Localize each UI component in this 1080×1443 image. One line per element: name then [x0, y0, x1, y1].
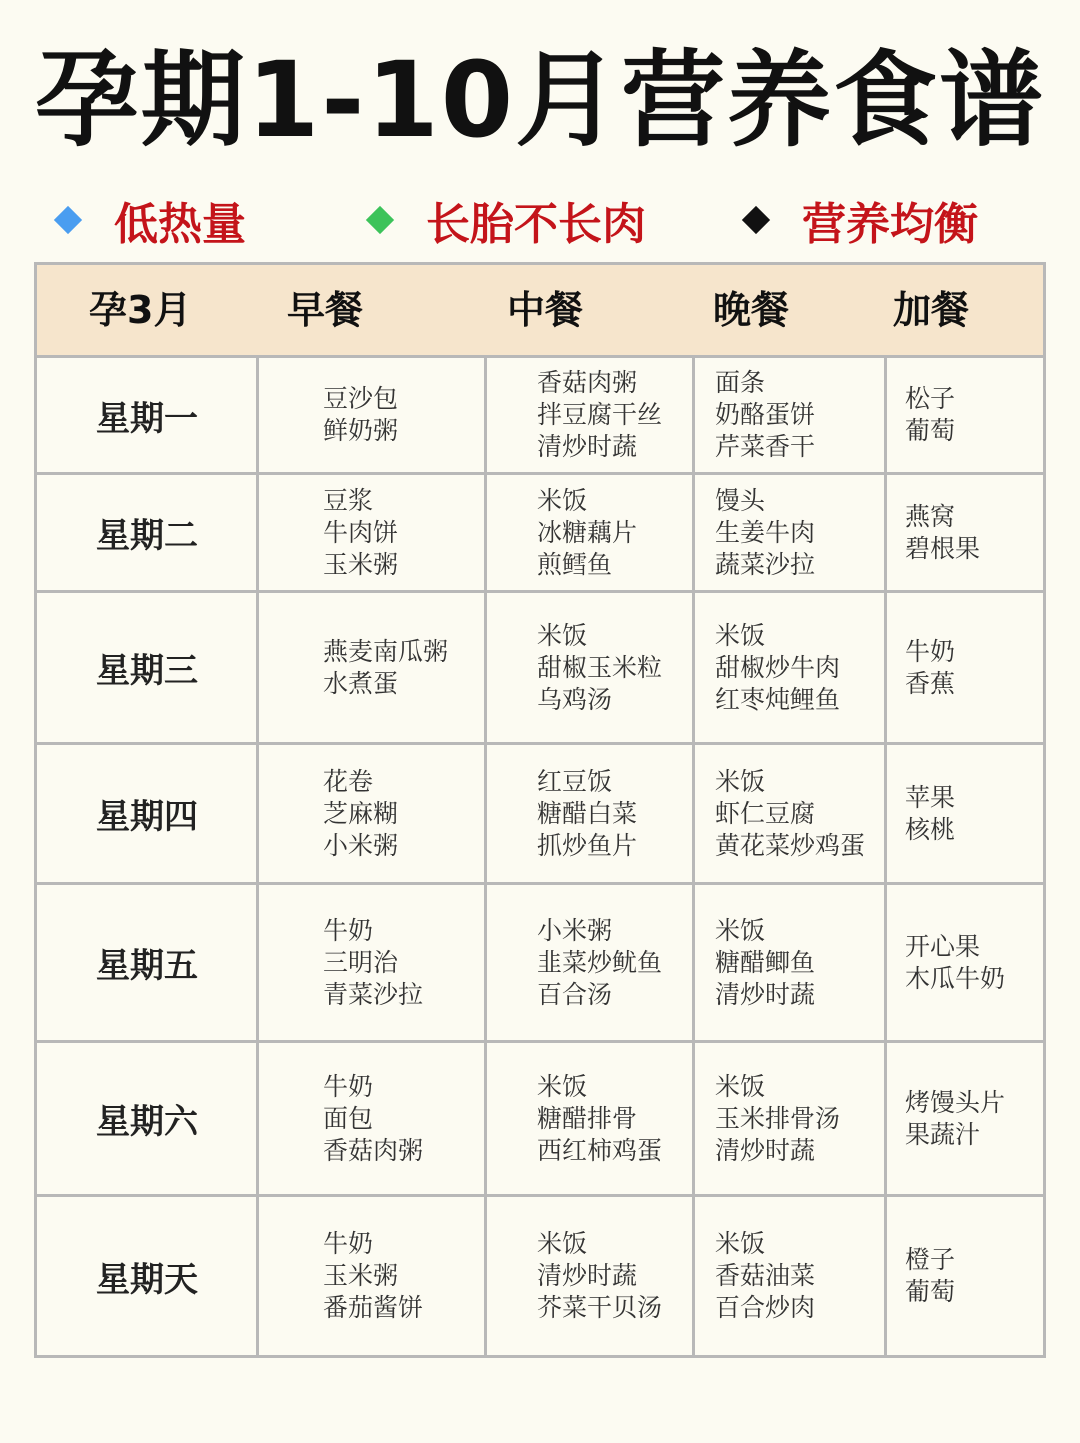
breakfast-cell	[259, 885, 484, 1040]
snack-cell	[887, 1043, 1043, 1194]
menu-item: 虾仁豆腐	[715, 798, 816, 828]
snack-cell	[887, 475, 1043, 590]
dinner-cell	[695, 745, 884, 882]
menu-item: 牛奶	[905, 636, 956, 666]
menu-item: 韭菜炒鱿鱼	[537, 947, 663, 977]
menu-item: 红豆饭	[537, 766, 613, 796]
menu-item: 糖醋白菜	[537, 798, 638, 828]
menu-item: 橙子	[905, 1245, 956, 1274]
lunch-cell	[487, 593, 692, 742]
blue-diamond-icon	[54, 206, 82, 234]
snack-cell	[887, 358, 1043, 472]
menu-item: 牛奶	[323, 1229, 374, 1258]
menu-item: 糖醋排骨	[537, 1103, 638, 1133]
lunch-cell	[487, 1043, 692, 1194]
snack-cell	[887, 745, 1043, 882]
menu-item: 芝麻糊	[323, 798, 399, 828]
breakfast-cell	[259, 745, 484, 882]
day-label: 星期五	[96, 946, 198, 986]
menu-item: 米饭	[715, 766, 766, 796]
dinner-cell	[695, 1197, 884, 1355]
menu-item: 蔬菜沙拉	[715, 549, 816, 579]
header-snack: 加餐	[893, 288, 970, 332]
lunch-cell	[487, 745, 692, 882]
menu-item: 苹果	[905, 782, 956, 812]
breakfast-cell	[259, 1043, 484, 1194]
breakfast-cell	[259, 593, 484, 742]
day-label: 星期四	[96, 797, 198, 837]
snack-cell	[887, 885, 1043, 1040]
menu-item: 开心果	[905, 931, 981, 961]
menu-item: 米饭	[537, 1229, 588, 1258]
menu-item: 水煮蛋	[323, 668, 399, 698]
menu-item: 甜椒炒牛肉	[715, 652, 841, 682]
table-row	[37, 358, 1043, 475]
menu-item: 核桃	[905, 814, 956, 844]
menu-item: 牛奶	[323, 1071, 374, 1101]
menu-item: 百合炒肉	[715, 1293, 816, 1322]
tag-label: 营养均衡	[802, 199, 978, 250]
header-lunch: 中餐	[507, 288, 584, 332]
menu-item: 花卷	[323, 766, 374, 796]
page-title: 孕期1-10月营养食谱	[34, 39, 1046, 161]
menu-item: 乌鸡汤	[537, 684, 613, 714]
snack-cell	[887, 1197, 1043, 1355]
dinner-cell	[695, 593, 884, 742]
dinner-cell	[695, 1043, 884, 1194]
menu-item: 烤馒头片	[905, 1087, 1006, 1117]
menu-item: 抓炒鱼片	[537, 830, 638, 860]
menu-item: 米饭	[537, 620, 588, 650]
menu-item: 玉米排骨汤	[715, 1103, 841, 1133]
lunch-cell	[487, 1197, 692, 1355]
menu-item: 燕窝	[905, 501, 956, 531]
menu-item: 西红柿鸡蛋	[537, 1135, 663, 1165]
table-row	[37, 885, 1043, 1043]
menu-item: 面条	[715, 368, 766, 397]
menu-item: 米饭	[715, 1071, 766, 1101]
menu-item: 木瓜牛奶	[905, 963, 1006, 993]
menu-item: 香菇油菜	[715, 1261, 816, 1290]
lunch-cell	[487, 475, 692, 590]
tag-label: 低热量	[114, 199, 246, 250]
menu-item: 米饭	[537, 1071, 588, 1101]
menu-item: 面包	[323, 1103, 374, 1133]
menu-item: 糖醋鲫鱼	[715, 947, 816, 977]
menu-item: 香菇肉粥	[537, 368, 638, 397]
day-label: 星期二	[96, 516, 198, 556]
menu-item: 芥菜干贝汤	[537, 1293, 663, 1322]
green-diamond-icon	[366, 206, 394, 234]
tag-low-calorie	[58, 188, 246, 252]
menu-item: 清炒时蔬	[715, 1135, 816, 1165]
menu-item: 松子	[905, 384, 956, 413]
dinner-cell	[695, 358, 884, 472]
menu-item: 碧根果	[905, 533, 981, 563]
meal-plan-table	[34, 262, 1046, 1358]
menu-item: 小米粥	[323, 830, 399, 860]
menu-item: 葡萄	[905, 1277, 956, 1306]
day-label: 星期三	[96, 651, 198, 691]
lunch-cell	[487, 885, 692, 1040]
menu-item: 豆浆	[323, 485, 374, 515]
menu-item: 清炒时蔬	[537, 1261, 638, 1290]
header-dinner: 晚餐	[713, 288, 790, 332]
menu-item: 鲜奶粥	[323, 416, 399, 445]
tag-balanced	[746, 188, 978, 252]
menu-item: 青菜沙拉	[323, 979, 424, 1009]
menu-item: 米饭	[715, 915, 766, 945]
day-label: 星期一	[96, 398, 198, 439]
menu-item: 清炒时蔬	[715, 979, 816, 1009]
menu-item: 香蕉	[905, 668, 956, 698]
menu-item: 香菇肉粥	[323, 1135, 424, 1165]
menu-item: 豆沙包	[323, 384, 399, 413]
table-row	[37, 475, 1043, 593]
menu-item: 米饭	[537, 485, 588, 515]
menu-item: 生姜牛肉	[715, 517, 816, 547]
dinner-cell	[695, 885, 884, 1040]
table-row	[37, 745, 1043, 885]
menu-item: 小米粥	[537, 915, 613, 945]
menu-item: 米饭	[715, 620, 766, 650]
snack-cell	[887, 593, 1043, 742]
menu-item: 清炒时蔬	[537, 432, 638, 461]
menu-item: 牛肉饼	[323, 517, 399, 547]
menu-item: 米饭	[715, 1229, 766, 1258]
menu-item: 番茄酱饼	[323, 1293, 424, 1322]
menu-item: 燕麦南瓜粥	[323, 636, 449, 666]
menu-item: 果蔬汁	[905, 1119, 981, 1149]
menu-item: 玉米粥	[323, 549, 399, 579]
menu-item: 黄花菜炒鸡蛋	[715, 830, 866, 860]
menu-item: 拌豆腐干丝	[537, 400, 663, 429]
header-breakfast: 早餐	[287, 288, 364, 332]
feature-tags	[0, 188, 1080, 252]
breakfast-cell	[259, 1197, 484, 1355]
table-row	[37, 593, 1043, 745]
black-diamond-icon	[742, 206, 770, 234]
menu-item: 红枣炖鲤鱼	[715, 684, 841, 714]
menu-item: 三明治	[323, 947, 399, 977]
day-label: 星期六	[96, 1102, 198, 1142]
menu-item: 牛奶	[323, 915, 374, 945]
header-month: 孕3月	[89, 288, 192, 332]
menu-item: 葡萄	[905, 416, 956, 445]
breakfast-cell	[259, 358, 484, 472]
menu-item: 甜椒玉米粒	[537, 652, 663, 682]
menu-item: 馒头	[715, 485, 766, 515]
table-row	[37, 1043, 1043, 1197]
dinner-cell	[695, 475, 884, 590]
tag-label: 长胎不长肉	[426, 199, 646, 250]
menu-item: 百合汤	[537, 979, 613, 1009]
menu-item: 冰糖藕片	[537, 517, 638, 547]
table-header	[37, 265, 1043, 358]
tag-baby-growth	[370, 188, 646, 252]
lunch-cell	[487, 358, 692, 472]
breakfast-cell	[259, 475, 484, 590]
menu-item: 芹菜香干	[715, 432, 816, 461]
day-label: 星期天	[96, 1259, 198, 1300]
table-row	[37, 1197, 1043, 1355]
menu-item: 玉米粥	[323, 1261, 399, 1290]
menu-item: 奶酪蛋饼	[715, 400, 816, 429]
menu-item: 煎鳕鱼	[537, 549, 613, 579]
